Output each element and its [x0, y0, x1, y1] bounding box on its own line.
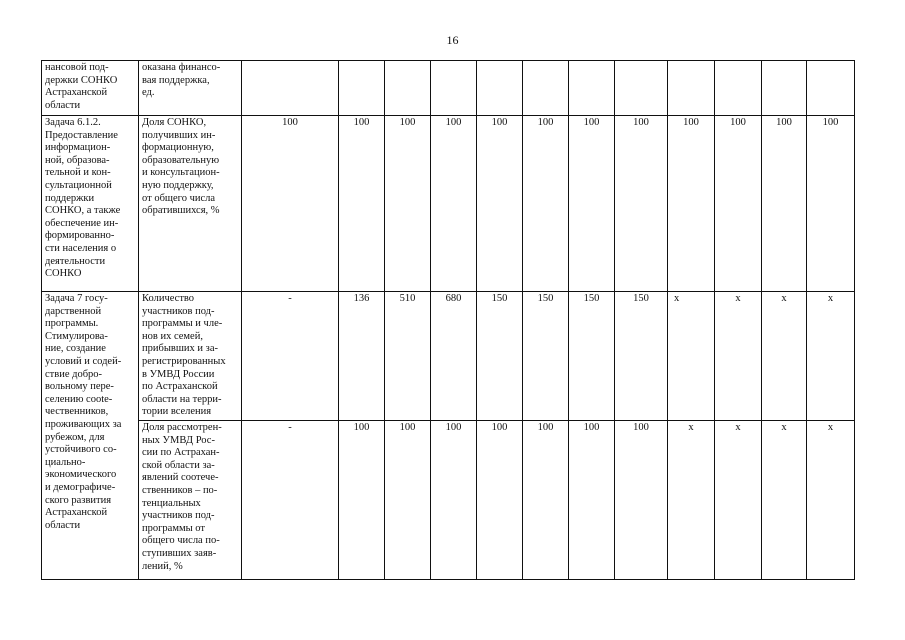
table-row: [42, 61, 855, 116]
indicator-cell: оказана финансо- вая поддержка, ед.: [139, 61, 242, 116]
value-cell: x: [762, 292, 807, 421]
value-cell: 100: [523, 421, 569, 580]
value-cell: 100: [569, 421, 615, 580]
value-cell: 100: [523, 116, 569, 292]
value-cell: 100: [715, 116, 762, 292]
page-number: 16: [446, 33, 459, 47]
value-cell: 100: [569, 116, 615, 292]
value-cell: [569, 61, 615, 116]
value-cell: 150: [477, 292, 523, 421]
value-cell: 100: [385, 116, 431, 292]
value-cell: 510: [385, 292, 431, 421]
task-cell: Задача 6.1.2. Предоставление информацион- ной, образова- тельной и кон- сультационной поддержки СОНКО, а также обеспечение ин- формированно- сти населения о деятельности СОНКО: [42, 116, 139, 292]
value-cell: x: [668, 292, 715, 421]
indicators-table: [41, 60, 855, 580]
value-cell: 100: [339, 421, 385, 580]
value-cell: 100: [385, 421, 431, 580]
indicator-cell: Доля рассмотрен- ных УМВД Рос- сии по Астрахан- ской области за- явлений соотече- ственников – по- тенциальных участников под- программы от общего числа по- ступивших заяв- лений, %: [139, 421, 242, 580]
table-row: [42, 421, 855, 580]
value-cell: -: [242, 421, 339, 580]
value-cell: 100: [477, 421, 523, 580]
value-cell: x: [807, 421, 855, 580]
value-cell: [477, 61, 523, 116]
value-cell: [715, 61, 762, 116]
indicator-cell: Количество участников под- программы и чле- нов их семей, прибывших и за- регистрированных в УМВД России по Астраханской области на терри- тории вселения: [139, 292, 242, 421]
value-cell: x: [762, 421, 807, 580]
value-cell: 100: [477, 116, 523, 292]
value-cell: 150: [569, 292, 615, 421]
value-cell: 150: [615, 292, 668, 421]
value-cell: 100: [339, 116, 385, 292]
indicator-cell: Доля СОНКО, получивших ин- формационную, образовательную и консультацион- ную поддержку, от общего числа обратившихся, %: [139, 116, 242, 292]
value-cell: -: [242, 292, 339, 421]
value-cell: 100: [242, 116, 339, 292]
value-cell: [523, 61, 569, 116]
value-cell: 136: [339, 292, 385, 421]
value-cell: 150: [523, 292, 569, 421]
value-cell: 100: [762, 116, 807, 292]
task-cell: Задача 7 госу- дарственной программы. Стимулирова- ние, создание условий и содей- ствие добро- вольному пере- селению соote- чественников, проживающих за рубежом, для устойчивого со- циально- экономического и демографиче- ского развития Астраханской области: [42, 292, 139, 580]
value-cell: x: [668, 421, 715, 580]
value-cell: [807, 61, 855, 116]
value-cell: 100: [668, 116, 715, 292]
value-cell: 100: [615, 116, 668, 292]
value-cell: 100: [431, 116, 477, 292]
value-cell: [668, 61, 715, 116]
value-cell: [615, 61, 668, 116]
value-cell: [385, 61, 431, 116]
value-cell: [762, 61, 807, 116]
task-cell: нансовой под- держки СОНКО Астраханской области: [42, 61, 139, 116]
table-row: [42, 116, 855, 292]
value-cell: 100: [431, 421, 477, 580]
value-cell: 100: [615, 421, 668, 580]
value-cell: 100: [807, 116, 855, 292]
value-cell: [242, 61, 339, 116]
value-cell: x: [715, 292, 762, 421]
value-cell: x: [715, 421, 762, 580]
value-cell: 680: [431, 292, 477, 421]
value-cell: [339, 61, 385, 116]
value-cell: [431, 61, 477, 116]
table-row: [42, 292, 855, 421]
value-cell: x: [807, 292, 855, 421]
